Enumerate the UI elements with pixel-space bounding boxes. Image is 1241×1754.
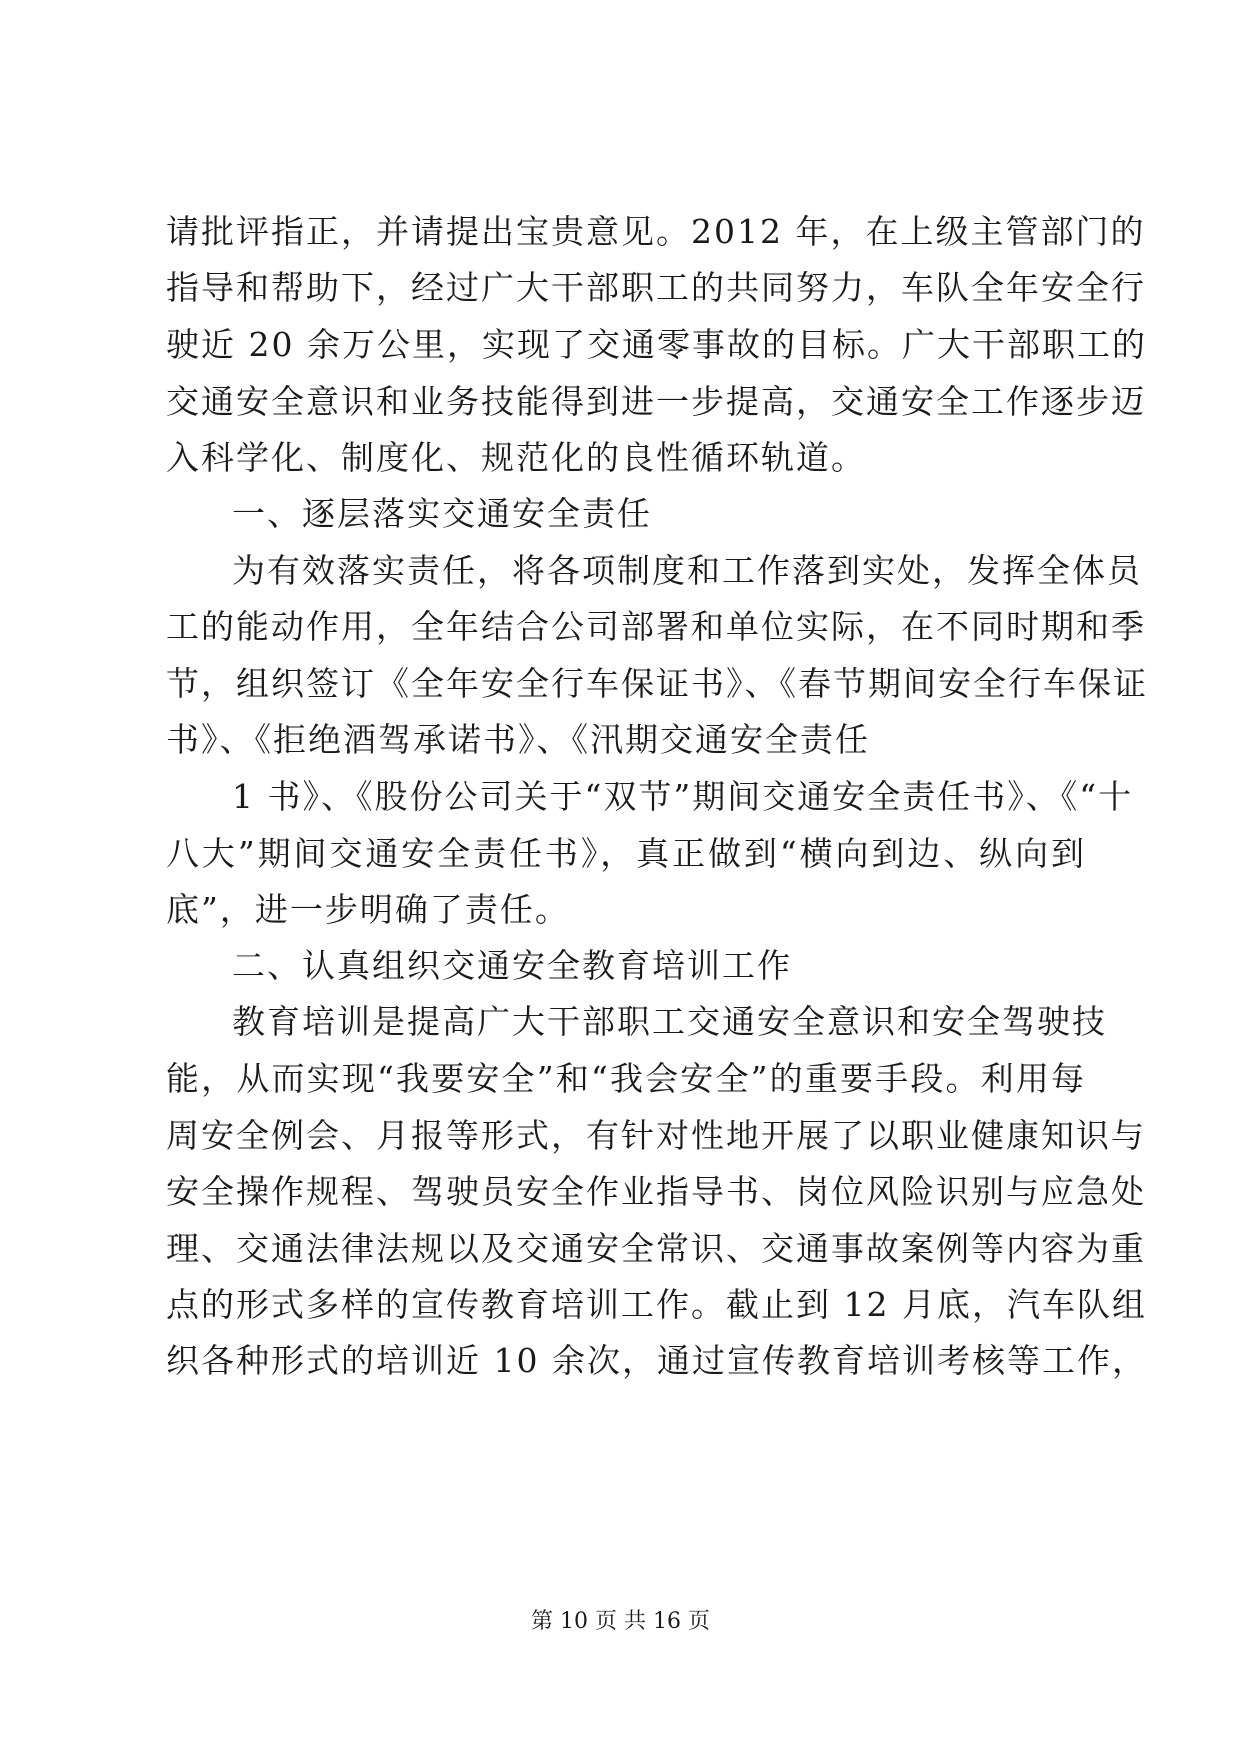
body-line: 1 书》、《股份公司关于“双节”期间交通安全责任书》、《“十 [232, 777, 1134, 816]
body-line: 请批评指正，并请提出宝贵意见。2012 年，在上级主管部门的 [166, 212, 1146, 251]
body-line: 安全操作规程、驾驶员安全作业指导书、岗位风险识别与应急处 [166, 1172, 1146, 1211]
body-line: 理、交通法律法规以及交通安全常识、交通事故案例等内容为重 [166, 1229, 1146, 1268]
body-line: 点的形式多样的宣传教育培训工作。截止到 12 月底，汽车队组 [166, 1285, 1147, 1324]
body-line: 织各种形式的培训近 10 余次，通过宣传教育培训考核等工作， [166, 1341, 1147, 1380]
body-line: 工的能动作用，全年结合公司部署和单位实际，在不同时期和季 [166, 607, 1146, 646]
body-line: 书》、《拒绝酒驾承诺书》、《汛期交通安全责任 [166, 720, 870, 759]
body-line: 教育培训是提高广大干部职工交通安全意识和安全驾驶技 [232, 1002, 1107, 1041]
body-line: 指导和帮助下，经过广大干部职工的共同努力，车队全年安全行 [166, 268, 1146, 307]
body-line: 周安全例会、月报等形式，有针对性地开展了以职业健康知识与 [166, 1116, 1146, 1155]
body-line: 节，组织签订《全年安全行车保证书》、《春节期间安全行车保证 [166, 664, 1148, 703]
body-line: 交通安全意识和业务技能得到进一步提高，交通安全工作逐步迈 [166, 382, 1146, 421]
body-line: 能，从而实现“我要安全”和“我会安全”的重要手段。利用每 [166, 1059, 1086, 1098]
body-line: 底”，进一步明确了责任。 [166, 890, 570, 929]
body-line: 驶近 20 余万公里，实现了交通零事故的目标。广大干部职工的 [166, 325, 1147, 364]
section-heading-1: 一、逐层落实交通安全责任 [232, 494, 652, 533]
section-heading-2: 二、认真组织交通安全教育培训工作 [232, 946, 792, 985]
body-line: 八大”期间交通安全责任书》，真正做到“横向到边、纵向到 [166, 834, 1086, 873]
body-line: 入科学化、制度化、规范化的良性循环轨道。 [166, 438, 866, 477]
body-line: 为有效落实责任，将各项制度和工作落到实处，发挥全体员 [232, 551, 1142, 590]
page-footer: 第 10 页 共 16 页 [531, 1609, 710, 1634]
